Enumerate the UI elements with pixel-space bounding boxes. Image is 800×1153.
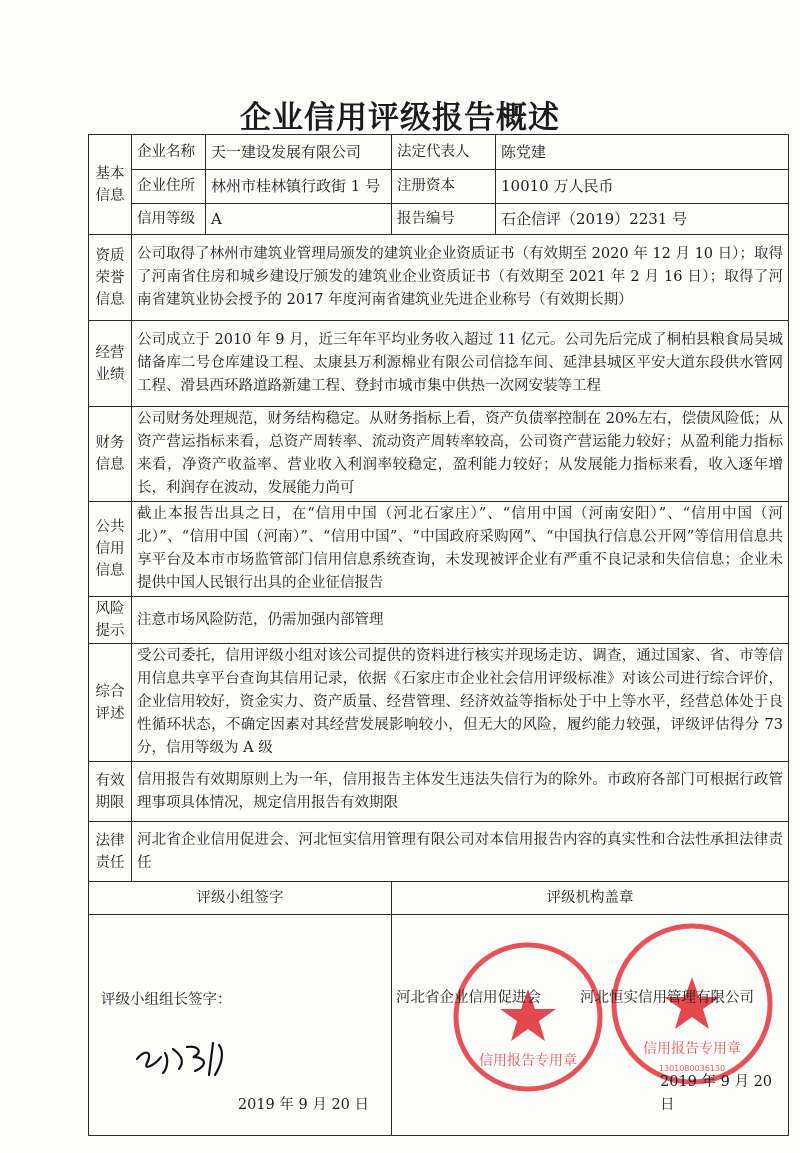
report-no-value: 石企信评（2019）2231 号 [496,204,789,235]
org-seal-box [392,915,789,1136]
report-table [88,134,789,1136]
org-seal-header: 评级机构盖章 [392,882,789,915]
svg-text:1301080036130: 1301080036130 [658,1064,726,1073]
legal-rep-value: 陈党建 [496,135,789,170]
section-label-overall: 综合评述 [89,644,132,762]
org-seal-date: 2019 年 9 月 20 日 [660,1074,773,1113]
org2-name: 河北恒实信用管理有限公司 [580,990,754,1006]
address-label: 企业住所 [132,170,206,204]
public-credit-text: 截止本报告出具之日，在“信用中国（河北石家庄）”、“信用中国（河南安阳）”、“信用中国（河北）”、“信用中国（河南）”、“信用中国”、“中国政府采购网”、“中国执行信息公开网”等信用信息共享平台及本市市场监管部门信用信息系统查询，未发现被评企业有严重不良记录和失信信息；企业未提供中国人民银行出具的企业征信报告 [132,502,789,597]
org1-name: 河北省企业信用促进会 [396,990,541,1006]
report-no-label: 报告编号 [392,204,496,235]
grade-label: 信用等级 [132,204,206,235]
section-label-qualifications: 资质荣誉信息 [89,235,132,321]
validity-text: 信用报告有效期原则上为一年，信用报告主体发生违法失信行为的除外。市政府各部门可根据行政管理事项具体情况，规定信用报告有效期限 [132,762,789,822]
legal-text: 河北省企业信用促进会、河北恒实信用管理有限公司对本信用报告内容的真实性和合法性承担法律责任 [132,822,789,882]
performance-text: 公司成立于 2010 年 9 月，近三年年平均业务收入超过 11 亿元。公司先后完成了桐柏县粮食局吴城储备库二号仓库建设工程、太康县万利源棉业有限公司信捻车间、延津县城区平安大道东段供水管网工程、滑县西环路道路新建工程、登封市城市集中供热一次网安装等工程 [132,321,789,407]
address-value: 林州市桂林镇行政街 1 号 [206,170,392,204]
section-label-public-credit: 公共信用信息 [89,502,132,597]
financial-text: 公司财务处理规范，财务结构稳定。从财务指标上看，资产负债率控制在 20%左右，偿债风险低；从资产营运指标来看，总资产周转率、流动资产周转率较高，公司资产营运能力较好；从盈利能力指标来看，净资产收益率、营业收入利润率较稳定，盈利能力较好；从发展能力指标来看，收入逐年增长，利润存在波动，发展能力尚可 [132,407,789,502]
legal-rep-label: 法定代表人 [392,135,496,170]
group-sign-box [89,915,392,1136]
section-label-legal: 法律责任 [89,822,132,882]
overall-text: 受公司委托，信用评级小组对该公司提供的资料进行核实并现场走访、调查，通过国家、省、市等信用信息共享平台查询其信用记录，依据《石家庄市企业社会信用评级标准》对该公司进行综合评价，企业信用较好，资金实力、资产质量、经营管理、经济效益等指标处于中上等水平，经营总体处于良性循环状态，不确定因素对其经营发展影响较小，但无大的风险，履约能力较强，评级评估得分 73 分，信用等级为 A 级 [132,644,789,762]
section-label-risk: 风险提示 [89,597,132,644]
svg-text:信用报告专用章: 信用报告专用章 [479,1053,577,1069]
promotion-association-seal [448,937,608,1097]
risk-text: 注意市场风险防范，仍需加强内部管理 [132,597,789,644]
grade-value: A [206,204,392,235]
section-label-performance: 经营业绩 [89,321,132,407]
svg-text:信用报告专用章: 信用报告专用章 [643,1041,741,1057]
company-name-value: 天一建设发展有限公司 [206,135,392,170]
capital-label: 注册资本 [392,170,496,204]
section-label-financial: 财务信息 [89,407,132,502]
company-name-label: 企业名称 [132,135,206,170]
group-sign-header: 评级小组签字 [89,882,392,915]
group-sign-date: 2019 年 9 月 20 日 [237,1097,369,1113]
section-label-validity: 有效期限 [89,762,132,822]
qualifications-text: 公司取得了林州市建筑业管理局颁发的建筑业企业资质证书（有效期至 2020 年 12 月 10 日）；取得了河南省住房和城乡建设厅颁发的建筑业企业资质证书（有效期至 2021 年 2 月 16 日）；取得了河南省建筑业协会授予的 2017 年度河南省建筑业先进企业称号（有效期长期） [132,235,789,321]
capital-value: 10010 万人民币 [496,170,789,204]
leader-sign-label: 评级小组组长签字： [101,992,232,1008]
report-title: 企业信用评级报告概述 [240,100,560,136]
handwritten-signature [129,1025,269,1085]
section-label-basic: 基本信息 [89,135,132,235]
